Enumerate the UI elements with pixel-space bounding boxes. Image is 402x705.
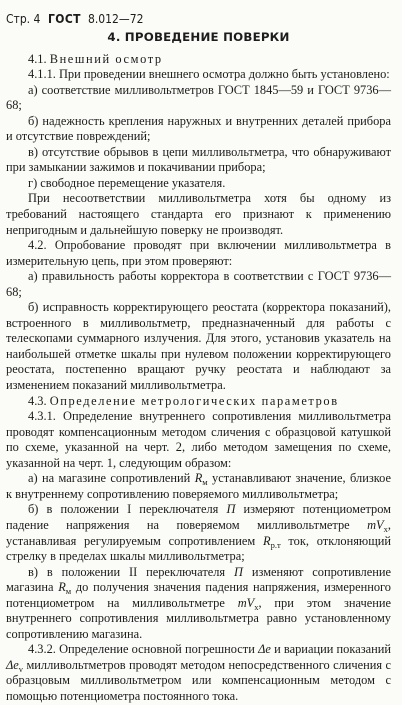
error-symbol: Δe	[258, 642, 271, 657]
item-4-1-1-a: а) соответствие милливольтметров ГОСТ 1845—59 и ГОСТ 9736—68;	[6, 82, 391, 113]
millivoltmeter-symbol: mV	[367, 517, 384, 532]
item-4-3-1-a: а) на магазине сопротивлений $R_м$ устанавливают значение, близкое к внутреннему сопротивлению поверяемого милливольтметра;	[6, 471, 391, 501]
subsection-heading-4-3	[6, 394, 391, 410]
subsection-title: Определение метрологических параметров	[49, 393, 339, 408]
section-title: 4. ПРОВЕДЕНИЕ ПОВЕРКИ	[107, 30, 290, 44]
paragraph-4-3-1: 4.3.1. Определение внутреннего сопротивления милливольтметра проводят компенсационным методом сличения с образцовой катушкой по схеме, указанной на черт. 2, либо методом замещения по схеме, указанной на черт. 1, следующим образом:	[6, 409, 391, 470]
page-number: Стр. 4	[6, 12, 41, 26]
item-4-1-1-d: г) свободное перемещение указателя.	[28, 175, 226, 190]
item-4-1-1-c: в) отсутствие обрывов в цепи милливольтметра, что обнаруживают при замыкании зажимов и покачивании прибора;	[6, 144, 391, 175]
item-4-1-1-b: б) надежность крепления наружных и внутренних деталей прибора и отсутствие повреждений;	[6, 113, 391, 144]
page-header	[6, 8, 391, 26]
subsection-heading-4-1	[6, 52, 391, 68]
resistance-symbol: R	[58, 580, 66, 595]
item-4-2-b: б) исправность корректирующего реостата (корректора показаний), встроенного в милливольтметр, предназначенный для работы с телескопами суммарного излучения. Для этого, установив указатель на наибольшей отметке шкалы при нулевом положении корректирующего реостата, постепенно вращают ручку реостата и наблюдают за изменением показаний милливольтметра.	[6, 300, 391, 393]
resistance-symbol: R	[262, 533, 271, 548]
switch-symbol: П	[234, 564, 243, 579]
subsection-title: Внешний осмотр	[49, 51, 163, 66]
standard-number: 8.012—72	[88, 12, 144, 26]
paragraph-4-2: 4.2. Опробование проводят при включении милливольтметра в измерительную цепь, при этом проверяют:	[6, 238, 391, 268]
variation-symbol: Δe	[6, 657, 19, 672]
standard-label: ГОСТ	[48, 12, 81, 26]
paragraph-4-1-1: 4.1.1. При проведении внешнего осмотра должно быть установлено:	[28, 67, 390, 82]
item-4-3-1-b: б) в положении I переключателя П измеряют потенциометром падение напряжения на поверяемом милливольтметре $mV_x$, устанавливая регулируемым сопротивлением $R_{р.т}$ ток, отклоняющий стрелку в пределах шкалы милливольтметра;	[6, 502, 392, 564]
resistance-symbol: R	[194, 471, 203, 486]
paragraph-4-1-1-rejection: При несоответствии милливольтметра хотя бы одному из требований настоящего стандарта его признают к применению непригодным и дальнейшую поверку не производят.	[6, 191, 391, 237]
millivoltmeter-symbol: mV	[237, 595, 255, 610]
subsection-number: 4.3.	[28, 393, 47, 408]
switch-symbol: П	[226, 502, 236, 517]
paragraph-4-3-2: 4.3.2. Определение основной погрешности Δe и вариации показаний $\Delta e_v$ милливольтметров проводят методом непосредственного сличения с образцовым милливольтметром или компенсационным методом с помощью потенциометра постоянного тока.	[6, 642, 391, 703]
subsection-number: 4.1.	[28, 51, 47, 66]
item-4-2-a: а) правильность работы корректора в соответствии с ГОСТ 9736—68;	[6, 269, 391, 299]
item-4-3-1-c: в) в положении II переключателя П изменяют сопротивление магазина $R_м$ до получения значения падения напряжения, измеренного потенциометром на милливольтметре $mV_x$, при этом значение внутреннего сопротивления милливольтметра равно установленному сопротивлению магазина.	[6, 564, 391, 641]
